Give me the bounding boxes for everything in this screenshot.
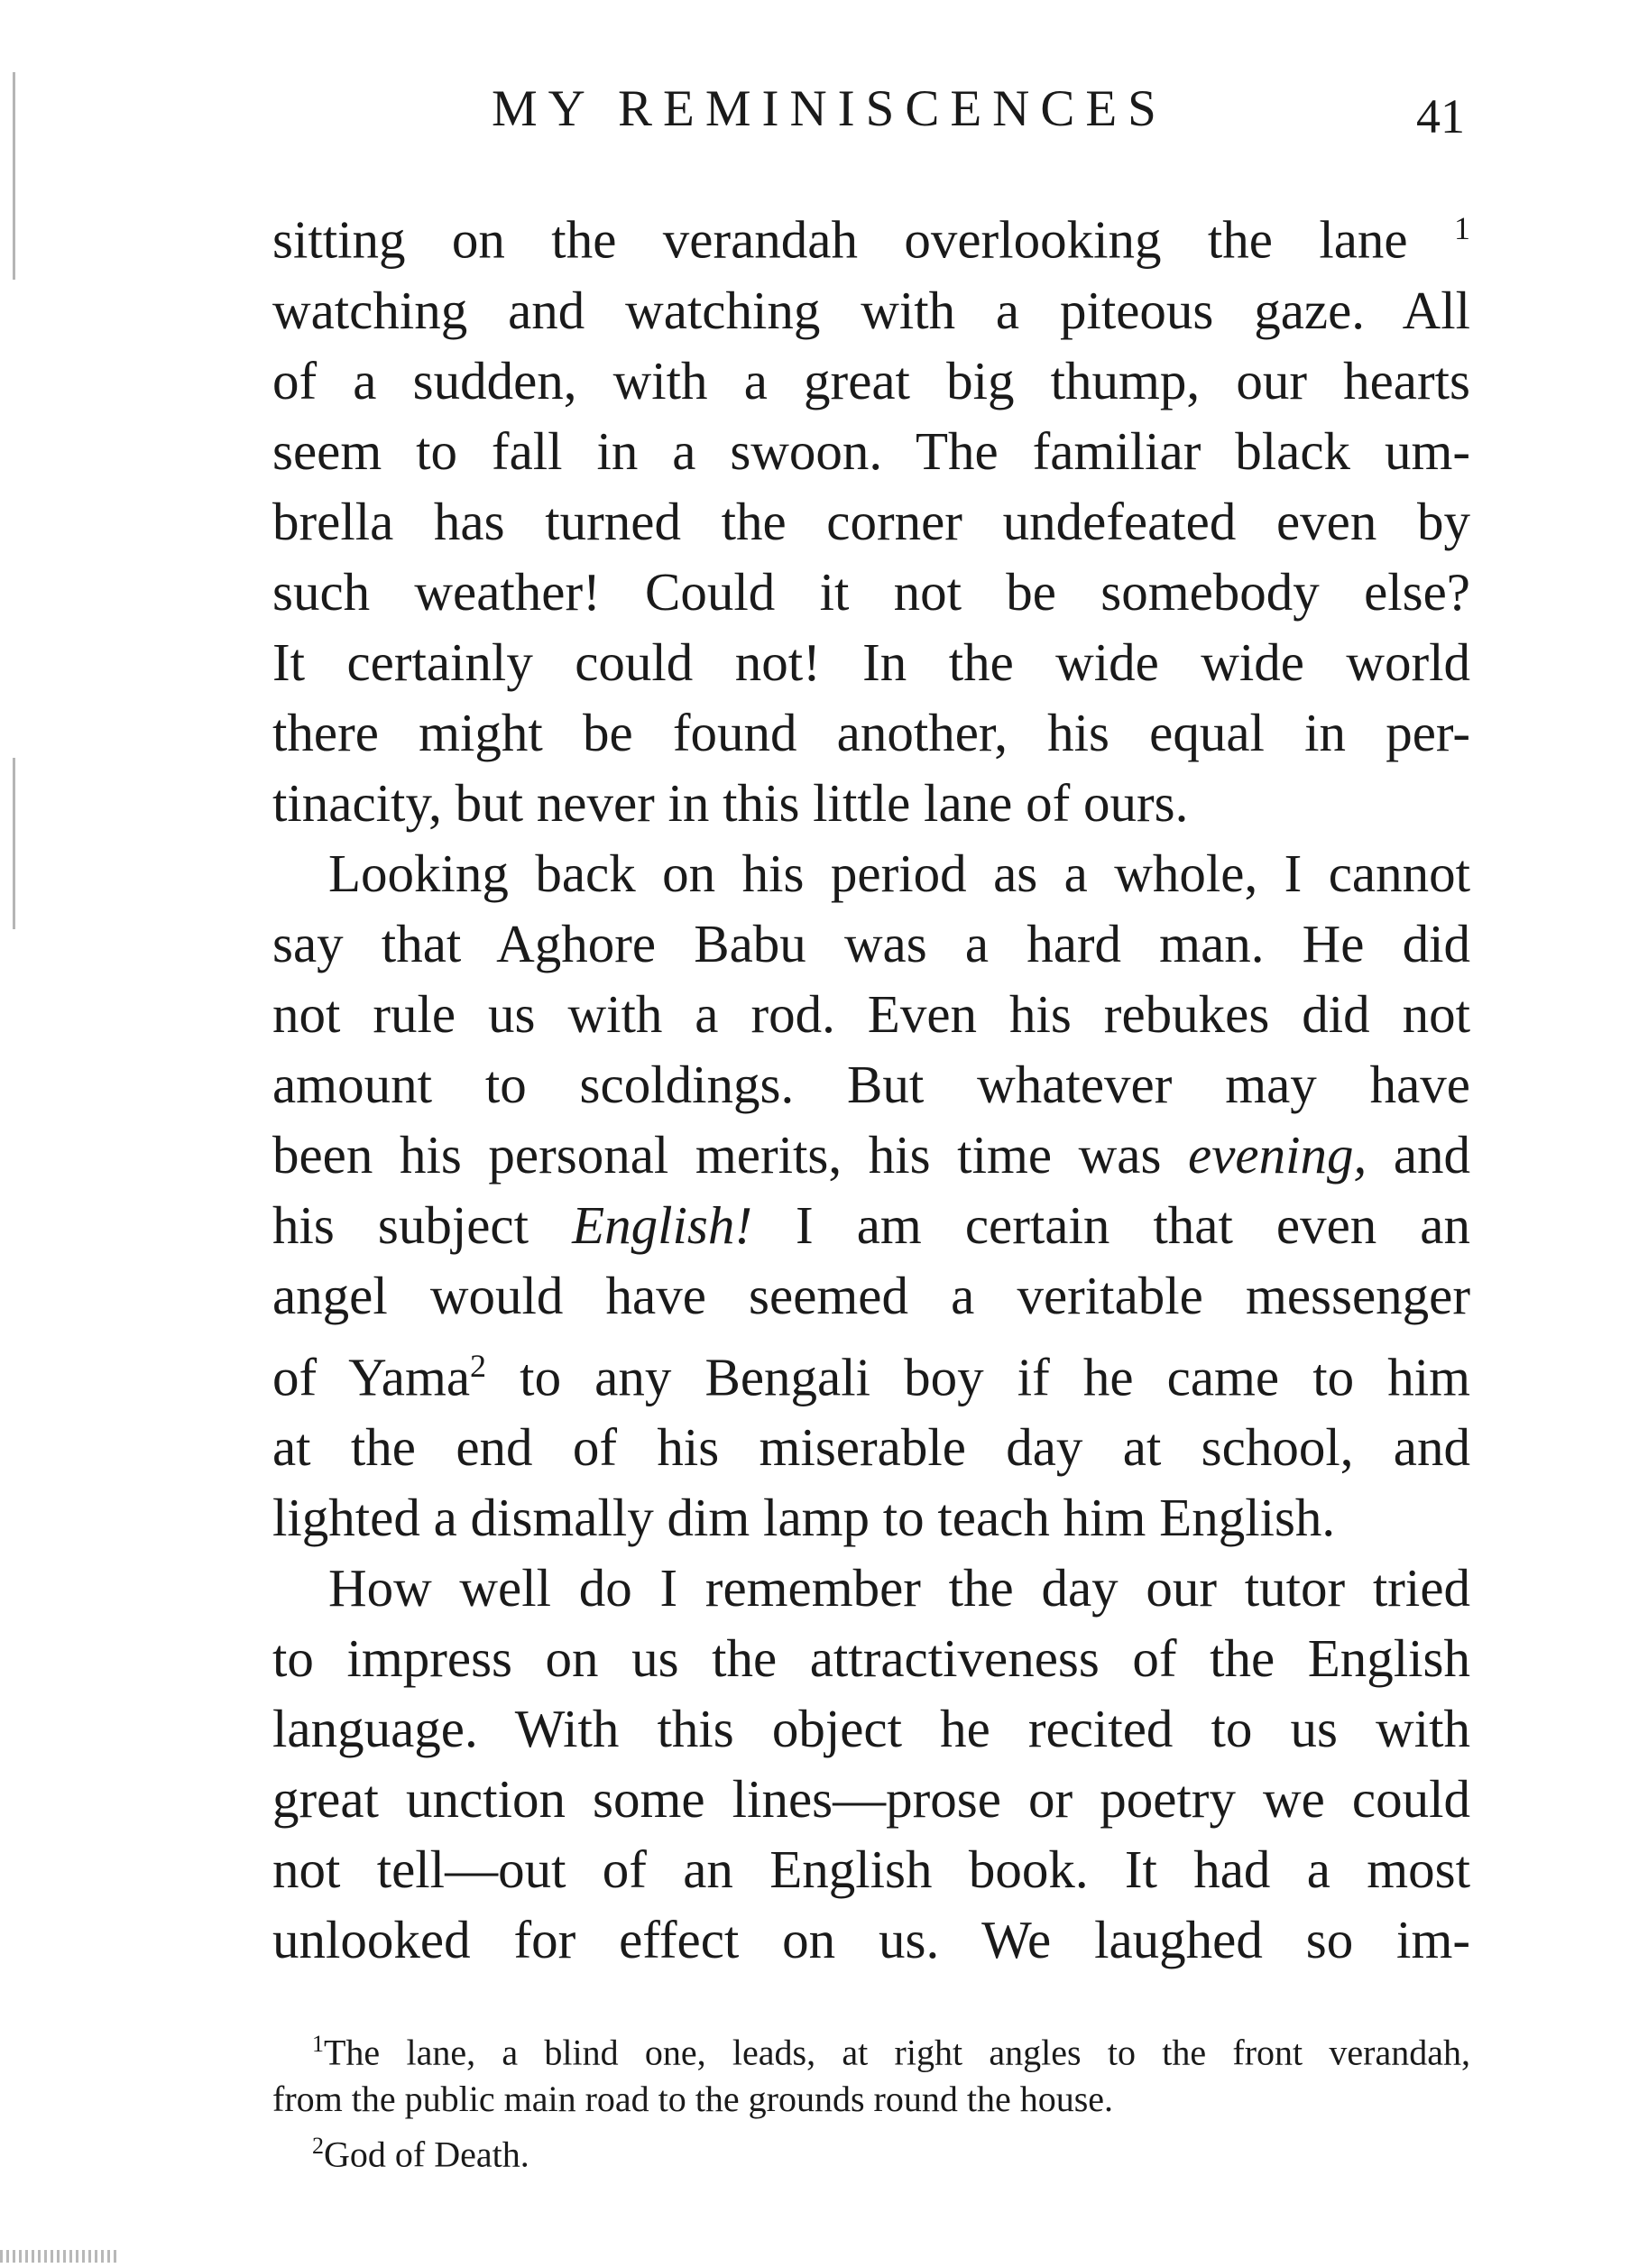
text-line: brella has turned the corner undefeated even by: [272, 491, 1470, 551]
footnote-2: $^2$God of Death.: [312, 2133, 529, 2175]
text-line: to impress on us the attractiveness of the English: [272, 1628, 1470, 1689]
text-line: say that Aghore Babu was a hard man. He did: [272, 913, 1470, 973]
footnote-ref: 1: [1454, 210, 1471, 246]
text-line: How well do I remember the day our tutor tried: [328, 1558, 1470, 1618]
text-line: amount to scoldings. But whatever may have: [272, 1054, 1470, 1114]
text-line: been his personal merits, his time was evening, and: [272, 1124, 1471, 1185]
left-margin-scan-mark-lower: [13, 758, 15, 929]
footnote-marker: 1: [312, 2031, 324, 2057]
text-line: not rule us with a rod. Even his rebukes did not: [272, 983, 1470, 1044]
text-line: of Yama$^2$ to any Bengali boy if he came to him: [272, 1347, 1471, 1407]
text-line: language. With this object he recited to us with: [272, 1699, 1470, 1759]
text-line: It certainly could not! In the wide wide world: [272, 632, 1470, 692]
text-line: watching and watching with a piteous gaze. All: [272, 280, 1470, 340]
text-line: angel would have seemed a veritable messenger: [272, 1265, 1470, 1325]
italic-word: evening,: [1188, 1124, 1367, 1185]
corner-scan-artifact: [0, 2250, 117, 2263]
text-line: great unction some lines—prose or poetry we could: [272, 1769, 1470, 1830]
footnotes: [272, 2021, 1470, 2179]
italic-word: English!: [572, 1194, 752, 1255]
running-title: MY REMINISCENCES: [492, 80, 1167, 137]
footnote-ref: 2: [470, 1347, 487, 1384]
text-line: not tell—out of an English book. It had a most: [272, 1839, 1470, 1900]
text-line: lighted a dismally dim lamp to teach him English.: [272, 1488, 1336, 1548]
text-line: such weather! Could it not be somebody else?: [272, 561, 1470, 622]
text-line: unlooked for effect on us. We laughed so im-: [272, 1910, 1470, 1970]
text-line: there might be found another, his equal in per-: [272, 702, 1470, 762]
body-text: [272, 193, 1470, 1975]
text-line: Looking back on his period as a whole, I cannot: [328, 843, 1470, 903]
text-line: sitting on the verandah overlooking the lane $^1$: [272, 209, 1471, 270]
footnote-1-continuation: from the public main road to the grounds round the house.: [272, 2079, 1114, 2120]
text-line: of a sudden, with a great big thump, our hearts: [272, 350, 1470, 410]
left-margin-scan-mark: [13, 72, 15, 280]
text-line: seem to fall in a swoon. The familiar black um-: [272, 420, 1470, 481]
footnote-marker: 2: [312, 2133, 324, 2160]
text-line: at the end of his miserable day at school, and: [272, 1417, 1470, 1478]
text-line: tinacity, but never in this little lane of ours.: [272, 772, 1189, 833]
page-number: 41: [1416, 89, 1465, 143]
footnote-1: $^1$The lane, a blind one, leads, at right angles to the front verandah,: [312, 2031, 1470, 2073]
text-line: his subject English! I am certain that even an: [272, 1194, 1470, 1255]
